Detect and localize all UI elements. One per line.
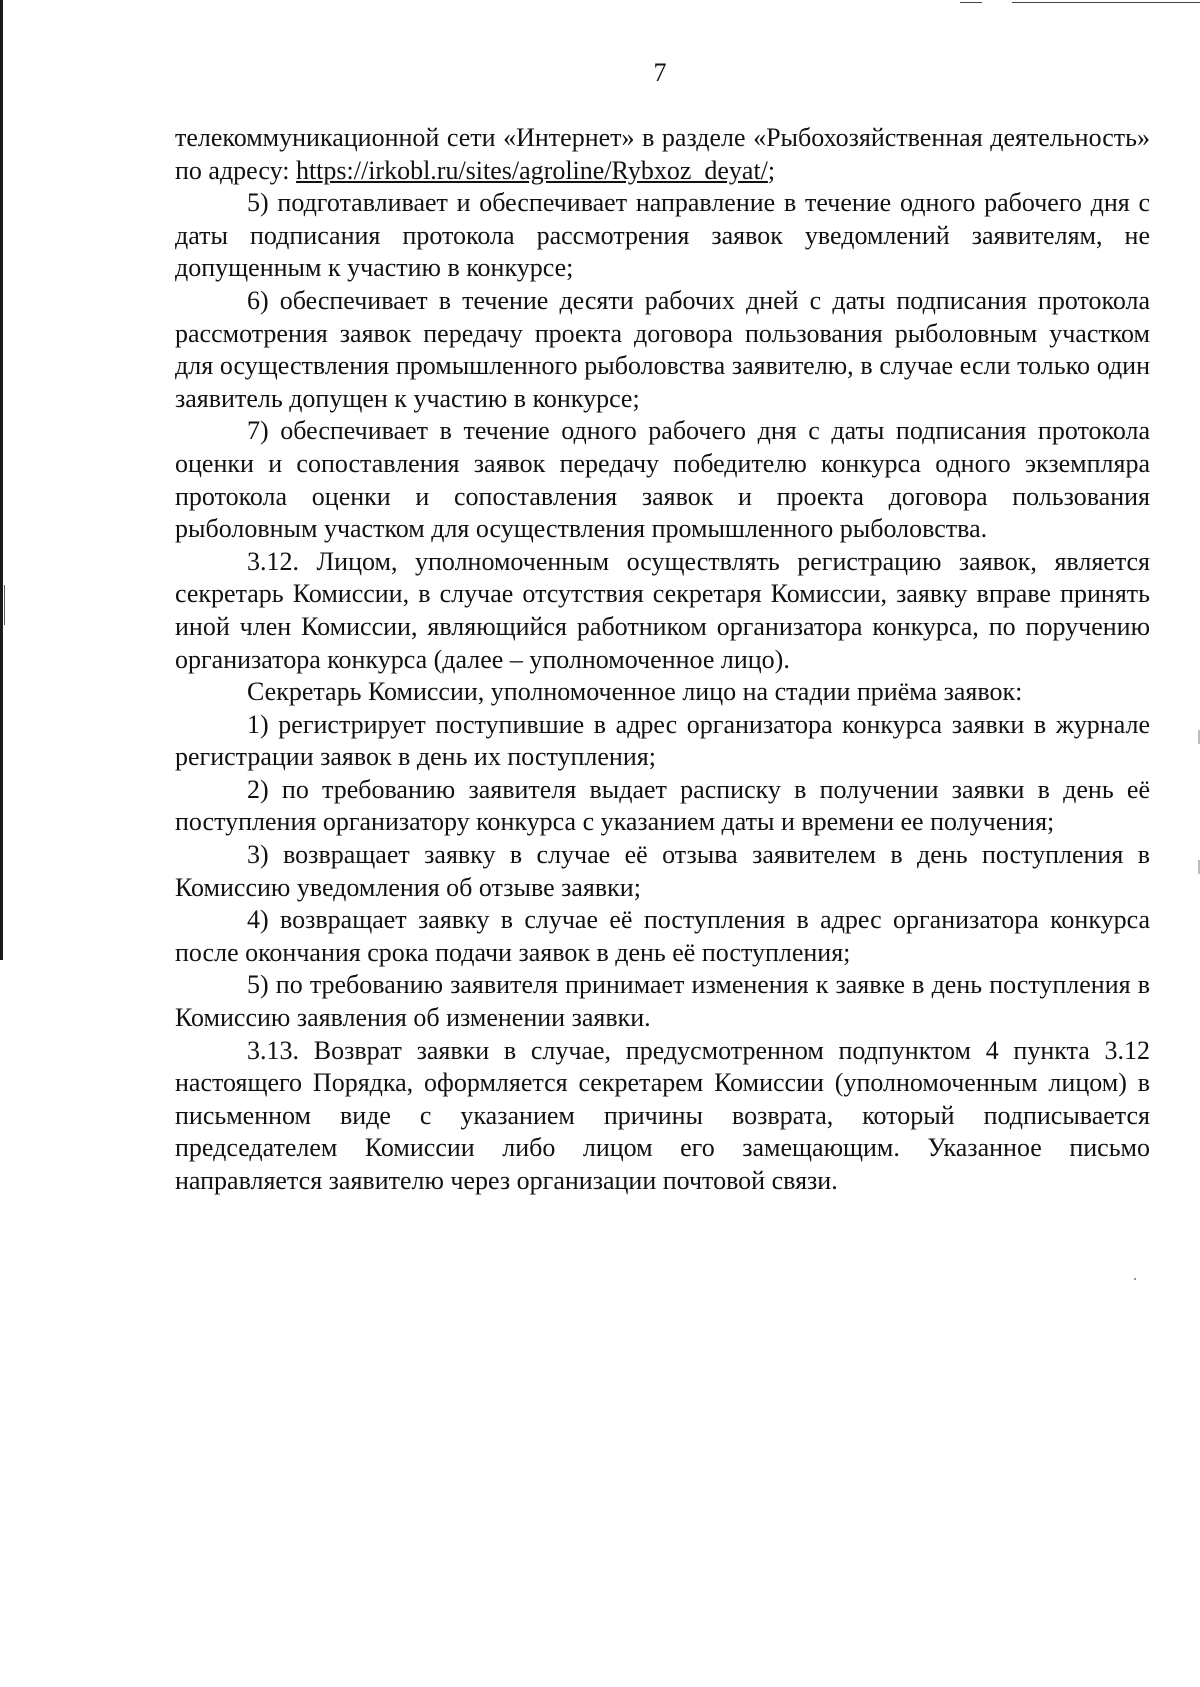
paragraph-duty-2: 2) по требованию заявителя выдает расписку в получении заявки в день её поступления организатору конкурса с указанием даты и времени ее получения; bbox=[175, 774, 1150, 837]
paragraph-text: телекоммуникационной сети «Интернет» в разделе «Рыбохозяйственная деятельность» по адресу: bbox=[175, 123, 1150, 185]
scan-top-line bbox=[1012, 2, 1200, 3]
paragraph-continuation bbox=[175, 122, 1150, 187]
paragraph-duty-4: 4) возвращает заявку в случае её поступления в адрес организатора конкурса после окончания срока подачи заявок в день её поступления; bbox=[175, 905, 1150, 967]
paragraph-duty-5: 5) по требованию заявителя принимает изменения к заявке в день поступления в Комиссию заявления об изменении заявки. bbox=[175, 970, 1150, 1033]
paragraph-item-6: 6) обеспечивает в течение десяти рабочих дней с даты подписания протокола рассмотрения заявок передачу проекта договора пользования рыболовным участком для осуществления промышленного рыболовства заявителю, в случае если только один заявитель допущен к участию в конкурсе; bbox=[175, 285, 1150, 413]
paragraph-item-5: 5) подготавливает и обеспечивает направление в течение одного рабочего дня с даты подписания протокола рассмотрения заявок уведомлений заявителям, не допущенным к участию в конкурсе; bbox=[175, 188, 1150, 283]
document-body bbox=[175, 122, 1150, 1198]
paragraph-text: ; bbox=[767, 155, 776, 185]
scan-left-mark bbox=[4, 585, 5, 625]
paragraph-3-13: 3.13. Возврат заявки в случае, предусмотренном подпунктом 4 пункта 3.12 настоящего Порядка, оформляется секретарем Комиссии (уполномоченным лицом) в письменном виде с указанием причины возврата, который подписывается председателем Комиссии либо лицом его замещающим. Указанное письмо направляется заявителю через организации почтовой связи. bbox=[175, 1035, 1150, 1195]
paragraph-duty-3: 3) возвращает заявку в случае её отзыва заявителем в день поступления в Комиссию уведомления об отзыве заявки; bbox=[175, 840, 1150, 902]
scan-top-line bbox=[960, 2, 982, 3]
page-number: 7 bbox=[653, 58, 667, 87]
website-link[interactable]: https://irkobl.ru/sites/agroline/Rybxoz_deyat/ bbox=[295, 155, 768, 185]
scan-left-edge bbox=[0, 0, 3, 960]
scan-dot bbox=[1134, 1278, 1136, 1280]
paragraph-duty-1: 1) регистрирует поступившие в адрес организатора конкурса заявки в журнале регистрации заявок в день их поступления; bbox=[175, 709, 1150, 772]
paragraph-3-12: 3.12. Лицом, уполномоченным осуществлять регистрацию заявок, является секретарь Комиссии, в случае отсутствия секретаря Комиссии, заявку вправе принять иной член Комиссии, являющийся работником организатора конкурса, по поручению организатора конкурса (далее – уполномоченное лицо). bbox=[175, 546, 1150, 674]
paragraph-secretary-duties: Секретарь Комиссии, уполномоченное лицо на стадии приёма заявок: bbox=[247, 677, 1023, 707]
paragraph-item-7: 7) обеспечивает в течение одного рабочего дня с даты подписания протокола оценки и сопоставления заявок передачу победителю конкурса одного экземпляра протокола оценки и сопоставления заявок и проекта договора пользования рыболовным участком для осуществления промышленного рыболовства. bbox=[175, 416, 1150, 544]
